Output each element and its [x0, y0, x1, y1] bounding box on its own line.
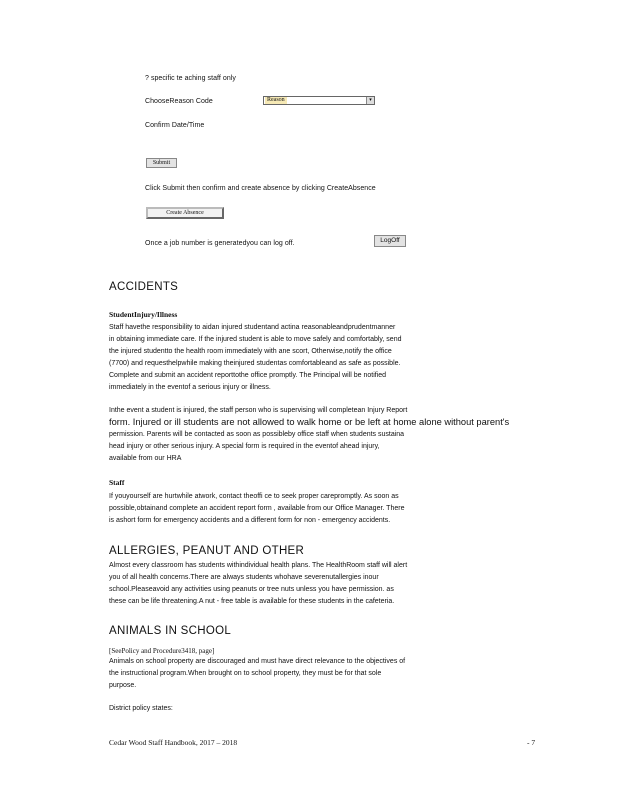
text-line: the injured studentto the health room immediately with ane scort, Otherwise,notify the office	[109, 348, 392, 355]
reason-code-select[interactable]	[263, 96, 375, 105]
accidents-heading: ACCIDENTS	[109, 281, 179, 293]
text-line: is ashort form for emergency accidents and a different form for non - emergency accidents.	[109, 517, 391, 524]
page-number: - 7	[527, 738, 536, 747]
text-line: purpose.	[109, 682, 137, 689]
instruction-text: Click Submit then confirm and create absence by clicking CreateAbsence	[145, 185, 376, 192]
text-line: school.Pleaseavoid any activities using peanuts or tree nuts unless you have permission. as	[109, 586, 394, 593]
footer-title: Cedar Wood Staff Handbook, 2017 – 2018	[109, 738, 238, 747]
submit-button[interactable]: Submit	[146, 158, 177, 168]
chevron-down-icon: ▾	[366, 97, 374, 104]
text-line: Staff havethe responsibility to aidan injured studentand actina reasonableandprudentmanner	[109, 324, 396, 331]
text-line: possible,obtainand complete an accident report form , available from our Office Manager. There	[109, 505, 405, 512]
district-policy-label: District policy states:	[109, 705, 173, 712]
reason-select-value: Reason	[267, 97, 285, 103]
text-line-emphasis: form. Injured or ill students are not allowed to walk home or be left at home alone without parent's	[109, 417, 510, 427]
text-line: these can be life threatening.A nut - free table is available for these students in the cafeteria.	[109, 598, 395, 605]
choose-reason-label: ChooseReason Code	[145, 98, 213, 105]
text-line: If youyourself are hurtwhile atwork, contact theoffi ce to seek proper carepromptly. As soon as	[109, 493, 399, 500]
text-line: the instructional program.When brought on to school property, they must be for that sole	[109, 670, 382, 677]
confirm-datetime-label: Confirm Date/Time	[145, 122, 205, 129]
allergies-heading: ALLERGIES, PEANUT AND OTHER	[109, 545, 305, 557]
text-line: head injury or other serious injury. A special form is required in the eventof ahead injury,	[109, 443, 380, 450]
animals-heading: ANIMALS IN SCHOOL	[109, 625, 232, 637]
text-line: Almost every classroom has students withindividual health plans. The HealthRoom staff will alert	[109, 562, 408, 569]
staff-subheading: Staff	[109, 478, 125, 487]
text-line: in obtaining immediate care. If the injured student is able to move safely and comfortably, send	[109, 336, 402, 343]
text-line: immediately in the eventof a serious injury or illness.	[109, 384, 271, 391]
text-line: Complete and submit an accident reporttothe office promptly. The Principal will be notified	[109, 372, 387, 379]
logoff-instruction: Once a job number is generatedyou can log off.	[145, 240, 295, 247]
policy-reference: [SeePolicy and Procedure3418, page]	[109, 647, 215, 655]
line-specific-staff: ? specific te aching staff only	[145, 75, 236, 82]
text-line: (7700) and requesthelpwhile making theinjured studentas comfortableand as safe as possible.	[109, 360, 401, 367]
text-line: Animals on school property are discouraged and must have direct relevance to the objectives of	[109, 658, 406, 665]
text-line: available from our HRA	[109, 455, 182, 462]
text-line: you of all health concerns.There are always students whohave severenutallergies inour	[109, 574, 379, 581]
create-absence-button[interactable]: Create Absence	[146, 207, 224, 219]
logoff-button[interactable]: LogOff	[374, 235, 406, 247]
text-line: permission. Parents will be contacted as soon as possibleby office staff when students sustaina	[109, 431, 405, 438]
student-injury-subheading: StudentInjury/Illness	[109, 310, 178, 319]
text-line: Inthe event a student is injured, the staff person who is supervising will completean Injury Report	[109, 407, 408, 414]
